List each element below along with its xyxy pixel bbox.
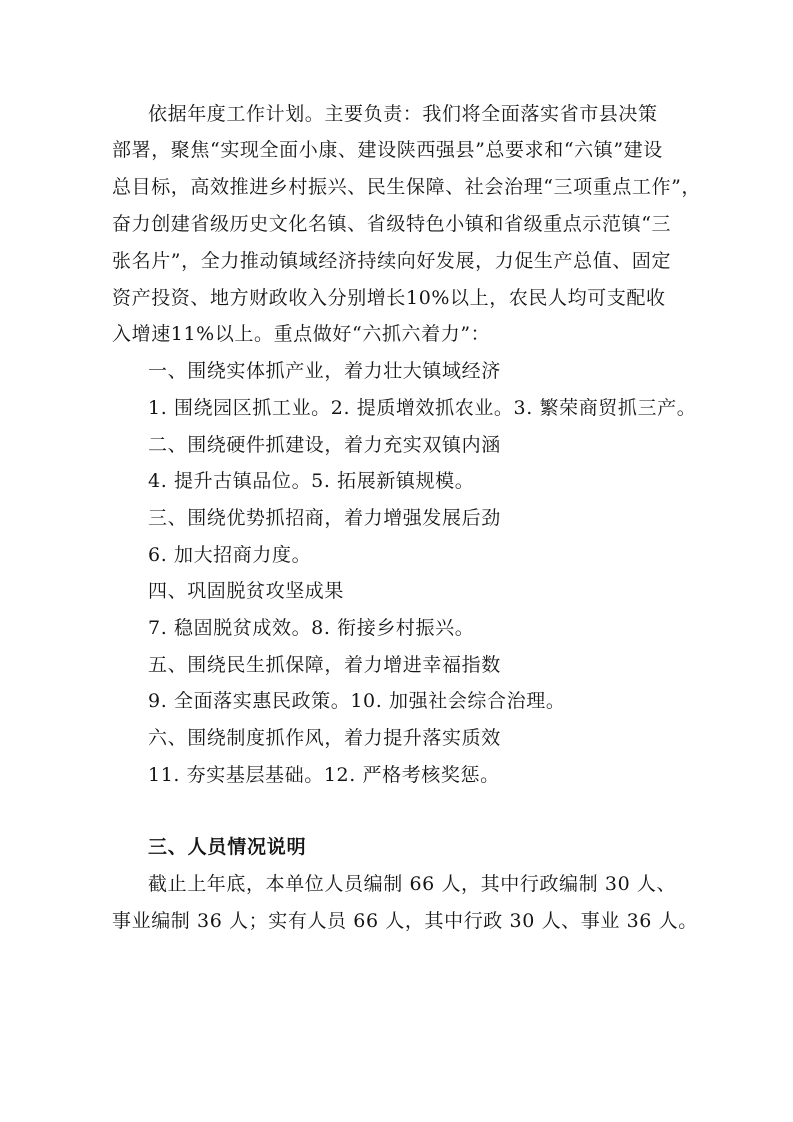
intro-line-3: 总目标，高效推进乡村振兴、民生保障、社会治理“三项重点工作”， [112, 176, 702, 198]
task-items-1: 1. 围绕园区抓工业。2. 提质增效抓农业。3. 繁荣商贸抓三产。 [148, 397, 697, 419]
intro-line-1: 依据年度工作计划。主要负责：我们将全面落实省市县决策 [148, 103, 658, 125]
intro-line-5: 张名片”，全力推动镇域经济持续向好发展，力促生产总值、固定 [112, 250, 672, 272]
task-items-4: 7. 稳固脱贫成效。8. 衔接乡村振兴。 [148, 617, 475, 639]
task-heading-6: 六、围绕制度抓作风，着力提升落实质效 [148, 727, 501, 749]
task-items-2: 4. 提升古镇品位。5. 拓展新镇规模。 [148, 470, 475, 492]
intro-line-4: 奋力创建省级历史文化名镇、省级特色小镇和省级重点示范镇“三 [112, 213, 672, 235]
task-items-5: 9. 全面落实惠民政策。10. 加强社会综合治理。 [148, 690, 566, 712]
staff-section-heading: 三、人员情况说明 [148, 836, 307, 858]
intro-line-2: 部署，聚焦“实现全面小康、建设陕西强县”总要求和“六镇”建设 [112, 139, 663, 161]
staff-line-2: 事业编制 36 人；实有人员 66 人，其中行政 30 人、事业 36 人。 [112, 910, 698, 932]
staff-line-1: 截止上年底，本单位人员编制 66 人，其中行政编制 30 人、 [148, 873, 677, 895]
task-items-3: 6. 加大招商力度。 [148, 544, 312, 566]
task-items-6: 11. 夯实基层基础。12. 严格考核奖惩。 [148, 764, 500, 786]
task-heading-1: 一、围绕实体抓产业，着力壮大镇域经济 [148, 360, 501, 382]
task-heading-2: 二、围绕硬件抓建设，着力充实双镇内涵 [148, 434, 501, 456]
task-heading-4: 四、巩固脱贫攻坚成果 [148, 580, 345, 602]
task-heading-3: 三、围绕优势抓招商，着力增强发展后劲 [148, 507, 501, 529]
intro-line-6: 资产投资、地方财政收入分别增长10%以上，农民人均可支配收 [112, 287, 666, 309]
task-heading-5: 五、围绕民生抓保障，着力增进幸福指数 [148, 654, 501, 676]
intro-line-7: 入增速11%以上。重点做好“六抓六着力”： [112, 323, 491, 345]
